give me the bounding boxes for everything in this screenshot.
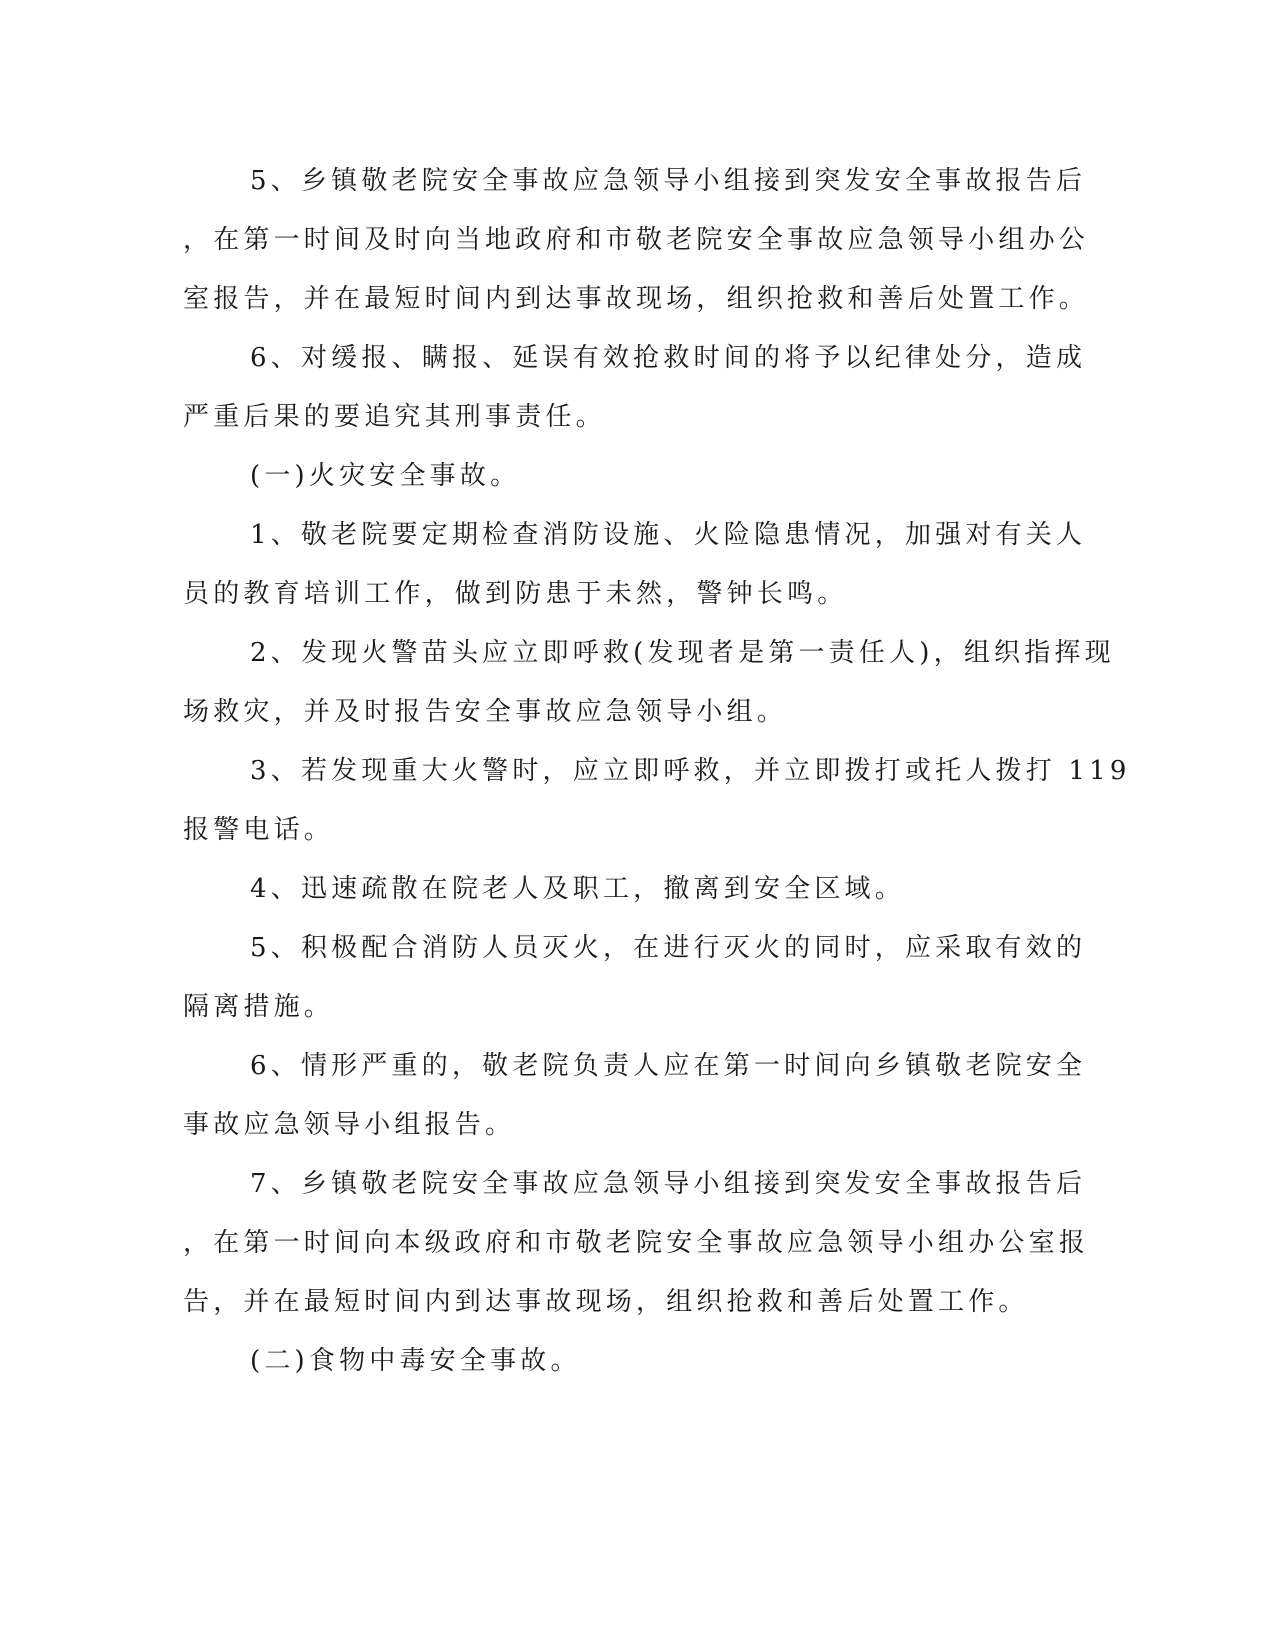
text-line: 5、积极配合消防人员灭火，在进行灭火的同时，应采取有效的 — [250, 933, 1087, 963]
text-line: 7、乡镇敬老院安全事故应急领导小组接到突发安全事故报告后 — [250, 1169, 1087, 1199]
text-line: 告，并在最短时间内到达事故现场，组织抢救和善后处置工作。 — [183, 1287, 1029, 1317]
text-line: 员的教育培训工作，做到防患于未然，警钟长鸣。 — [183, 579, 848, 609]
text-line: 4、迅速疏散在院老人及职工，撤离到安全区域。 — [250, 874, 905, 904]
text-line: 场救灾，并及时报告安全事故应急领导小组。 — [183, 697, 788, 727]
text-line: 室报告，并在最短时间内到达事故现场，组织抢救和善后处置工作。 — [183, 284, 1090, 314]
text-line: 1、敬老院要定期检查消防设施、火险隐患情况，加强对有关人 — [250, 520, 1087, 550]
section-heading: (一)火灾安全事故。 — [250, 461, 521, 491]
section-heading: (二)食物中毒安全事故。 — [250, 1346, 581, 1376]
text-line: ，在第一时间向本级政府和市敬老院安全事故应急领导小组办公室报 — [183, 1228, 1090, 1258]
text-line: 2、发现火警苗头应立即呼救(发现者是第一责任人)，组织指挥现 — [250, 638, 1115, 668]
text-line: 隔离措施。 — [183, 992, 335, 1022]
text-line: 5、乡镇敬老院安全事故应急领导小组接到突发安全事故报告后 — [250, 166, 1087, 196]
document-body — [183, 152, 1131, 1391]
text-line: 3、若发现重大火警时，应立即呼救，并立即拨打或托人拨打 119 — [250, 756, 1131, 786]
text-line: 严重后果的要追究其刑事责任。 — [183, 402, 606, 432]
text-line: 事故应急领导小组报告。 — [183, 1110, 516, 1140]
text-line: 6、情形严重的，敬老院负责人应在第一时间向乡镇敬老院安全 — [250, 1051, 1087, 1081]
text-line: 报警电话。 — [183, 815, 335, 845]
text-line: ，在第一时间及时向当地政府和市敬老院安全事故应急领导小组办公 — [183, 225, 1090, 255]
text-line: 6、对缓报、瞒报、延误有效抢救时间的将予以纪律处分，造成 — [250, 343, 1087, 373]
